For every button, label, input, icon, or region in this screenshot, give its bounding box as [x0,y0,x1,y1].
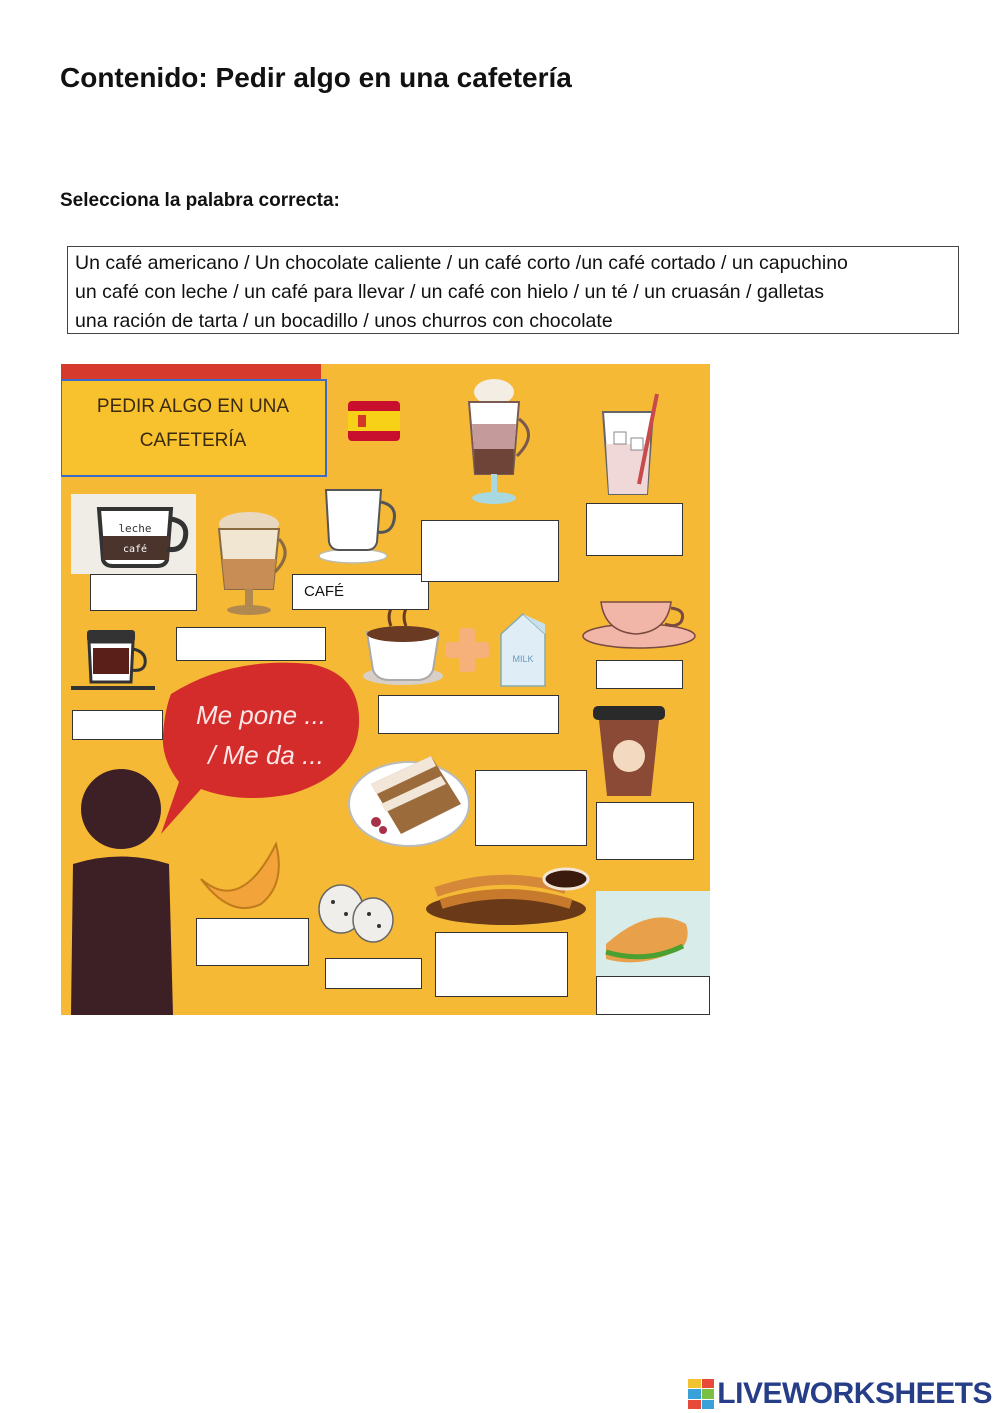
title-box [61,380,326,476]
spain-flag-icon [348,401,400,441]
answer-tarta[interactable] [475,770,587,846]
answer-galletas[interactable] [325,958,422,989]
answer-chocolate-caliente[interactable] [378,695,559,734]
cookies-icon [319,885,393,942]
liveworksheets-logo [688,1377,992,1411]
bubble-line1: Me pone ... [195,700,327,730]
answer-te[interactable] [596,660,683,689]
poster-title-line2: CAFETERÍA [139,430,247,451]
cake-icon [349,756,469,846]
poster-title-line1: PEDIR ALGO EN UNA [96,396,290,417]
croissant-icon [201,844,279,908]
churros-icon [426,869,588,925]
answer-cafe-con-leche[interactable] [90,574,197,611]
plus-icon [445,628,489,672]
person-icon [71,769,173,1015]
answer-cafe-corto[interactable] [72,710,163,740]
cup-label-bottom: café [122,544,148,555]
espresso-cup-icon [71,630,155,690]
word-bank-line: un café con leche / un café para llevar / un café con hielo / un té / un cruasán / galletas [75,281,825,303]
answer-para-llevar[interactable] [596,802,694,860]
cafe-poster [61,364,710,1015]
bubble-line2: / Me da ... [208,740,324,770]
answer-bocadillo[interactable] [596,976,710,1015]
page-title: Contenido: Pedir algo en una cafetería [60,62,572,93]
tea-cup-icon [583,602,695,648]
instruction: Selecciona la palabra correcta: [60,190,340,211]
sandwich-icon [596,891,710,976]
answer-cafe-con-hielo[interactable] [586,503,683,556]
takeaway-cup-icon [593,706,665,796]
answer-capuchino[interactable] [176,627,326,661]
word-bank-line: una ración de tarta / un bocadillo / unos churros con chocolate [75,310,613,332]
red-strip [61,364,321,380]
white-cup-icon [319,490,395,563]
iced-coffee-icon [603,394,657,494]
word-bank [67,246,959,334]
answer-cruasan[interactable] [196,918,309,966]
milk-label: MILK [512,654,534,664]
milk-carton-icon [501,614,545,686]
answer-cafe-preset[interactable]: CAFÉ [292,574,429,610]
latte-glass-icon [219,512,285,615]
poster-illustrations [61,364,710,1015]
speech-bubble [161,663,359,834]
hot-chocolate-icon [363,604,443,685]
logo-mark-icon [688,1379,714,1409]
irish-coffee-icon [469,379,529,504]
brand-name: LIVEWORKSHEETS [717,1377,992,1410]
cafe-con-leche-icon [71,494,196,574]
word-bank-line: Un café americano / Un chocolate caliente / un café corto /un café cortado / un capuchino [75,252,848,274]
answer-americano[interactable] [421,520,559,582]
cup-label-top: leche [118,522,152,535]
answer-churros[interactable] [435,932,568,997]
